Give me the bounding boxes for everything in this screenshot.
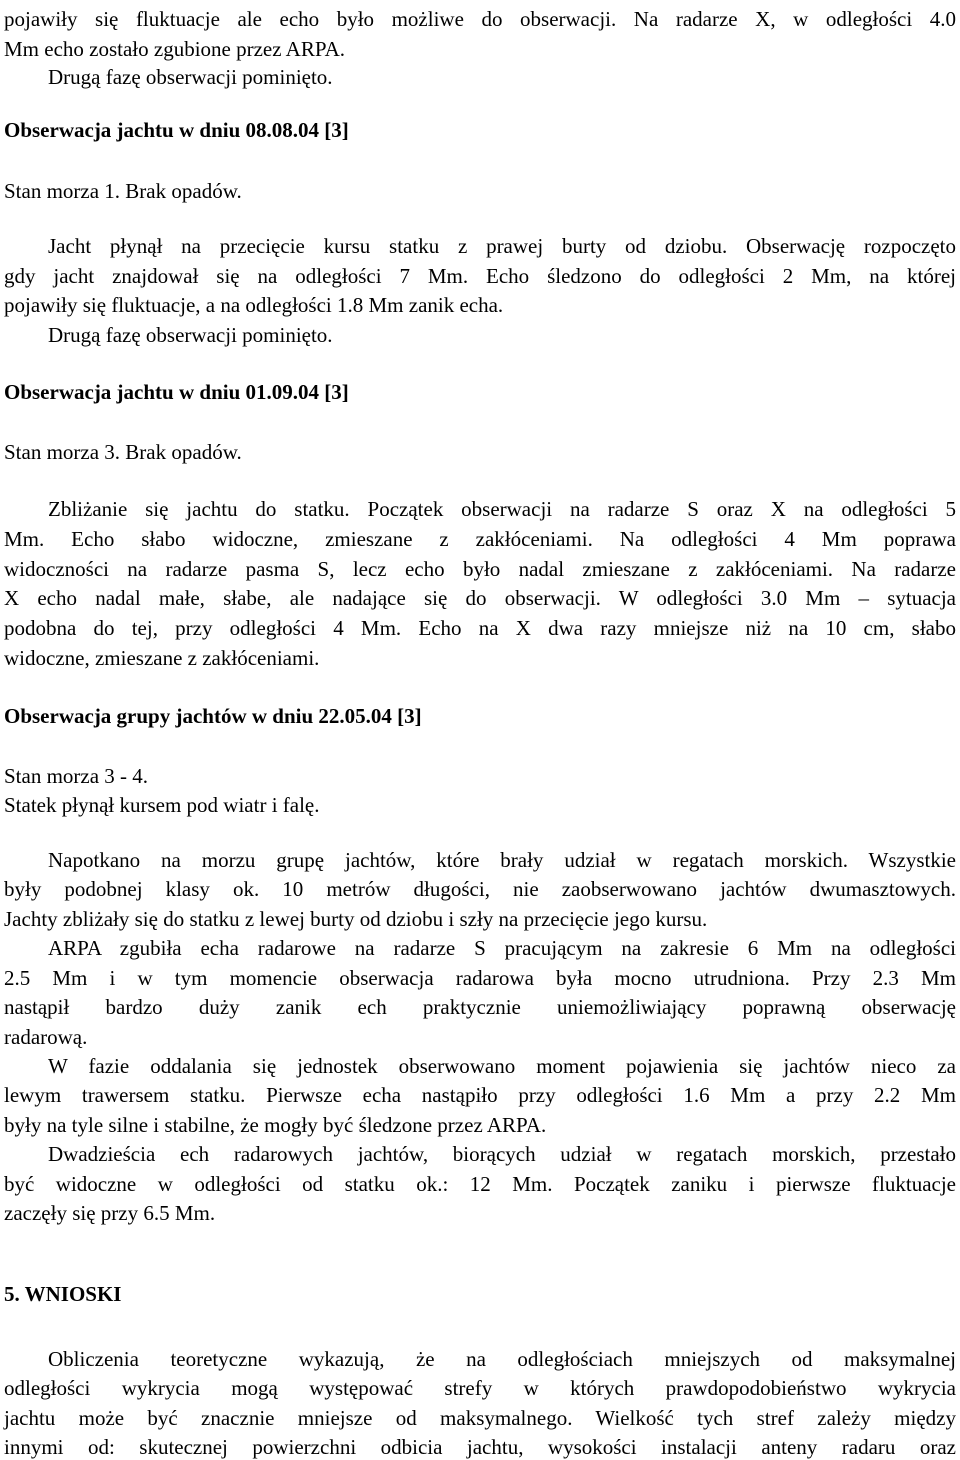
text-line: zaczęły się przy 6.5 Mm. (4, 1201, 216, 1225)
text-line: były podobnej klasy ok. 10 metrów długości, nie zaobserwowano jachtów dwumasztowych. (4, 877, 956, 901)
text-line: widoczności na radarze pasma S, lecz echo było nadal zmieszane z zakłóceniami. Na radarze (4, 557, 956, 581)
text-line: nastąpił bardzo duży zanik ech praktycznie uniemożliwiający poprawną obserwację (4, 995, 956, 1019)
text-line: innymi od: skutecznej powierzchni odbicia jachtu, wysokości instalacji anteny radaru oraz (4, 1435, 956, 1459)
text-line: Stan morza 3. Brak opadów. (4, 440, 242, 464)
text-line: Obliczenia teoretyczne wykazują, że na odległościach mniejszych od maksymalnej (48, 1347, 956, 1371)
text-line: pojawiły się fluktuacje ale echo było możliwe do obserwacji. Na radarze X, w odległości 4.0 (4, 7, 956, 31)
text-line: pojawiły się fluktuacje, a na odległości 1.8 Mm zanik echa. (4, 293, 504, 317)
text-line: Stan morza 3 - 4. (4, 764, 149, 788)
text-line: Jacht płynął na przecięcie kursu statku z prawej burty od dziobu. Obserwację rozpoczęto (48, 234, 956, 258)
text-line: X echo nadal małe, słabe, ale nadające się do obserwacji. W odległości 3.0 Mm – sytuacja (4, 586, 956, 610)
text-line: Mm echo zostało zgubione przez ARPA. (4, 37, 345, 61)
text-line: Zbliżanie się jachtu do statku. Początek obserwacji na radarze S oraz X na odległości 5 (48, 497, 956, 521)
text-line: być widoczne w odległości od statku ok.: 12 Mm. Początek zaniku i pierwsze fluktuacje (4, 1172, 956, 1196)
section-heading: 5. WNIOSKI (4, 1282, 122, 1306)
section-heading: Obserwacja grupy jachtów w dniu 22.05.04 [3] (4, 704, 422, 728)
section-heading: Obserwacja jachtu w dniu 08.08.04 [3] (4, 118, 349, 142)
text-line: ARPA zgubiła echa radarowe na radarze S pracującym na zakresie 6 Mm na odległości (48, 936, 956, 960)
text-line: jachtu może być znacznie mniejsze od maksymalnego. Wielkość tych stref zależy między (4, 1406, 956, 1430)
text-line: gdy jacht znajdował się na odległości 7 Mm. Echo śledzono do odległości 2 Mm, na której (4, 264, 956, 288)
text-line: Mm. Echo słabo widoczne, zmieszane z zakłóceniami. Na odległości 4 Mm poprawa (4, 527, 956, 551)
text-line: Drugą fazę obserwacji pominięto. (48, 323, 333, 347)
text-line: Drugą fazę obserwacji pominięto. (48, 65, 333, 89)
text-line: 2.5 Mm i w tym momencie obserwacja radarowa była mocno utrudniona. Przy 2.3 Mm (4, 966, 956, 990)
text-line: odległości wykrycia mogą występować strefy w których prawdopodobieństwo wykrycia (4, 1376, 956, 1400)
text-line: Napotkano na morzu grupę jachtów, które brały udział w regatach morskich. Wszystkie (48, 848, 956, 872)
text-line: Statek płynął kursem pod wiatr i falę. (4, 793, 320, 817)
text-line: podobna do tej, przy odległości 4 Mm. Echo na X dwa razy mniejsze niż na 10 cm, słabo (4, 616, 956, 640)
text-line: Jachty zbliżały się do statku z lewej burty od dziobu i szły na przecięcie jego kursu. (4, 907, 708, 931)
text-line: Dwadzieścia ech radarowych jachtów, biorących udział w regatach morskich, przestało (48, 1142, 956, 1166)
text-line: widoczne, zmieszane z zakłóceniami. (4, 646, 320, 670)
text-line: Stan morza 1. Brak opadów. (4, 179, 242, 203)
text-line: radarową. (4, 1025, 88, 1049)
section-heading: Obserwacja jachtu w dniu 01.09.04 [3] (4, 380, 349, 404)
text-line: W fazie oddalania się jednostek obserwowano moment pojawienia się jachtów nieco za (48, 1054, 956, 1078)
text-line: były na tyle silne i stabilne, że mogły być śledzone przez ARPA. (4, 1113, 547, 1137)
text-line: lewym trawersem statku. Pierwsze echa nastąpiło przy odległości 1.6 Mm a przy 2.2 Mm (4, 1083, 956, 1107)
